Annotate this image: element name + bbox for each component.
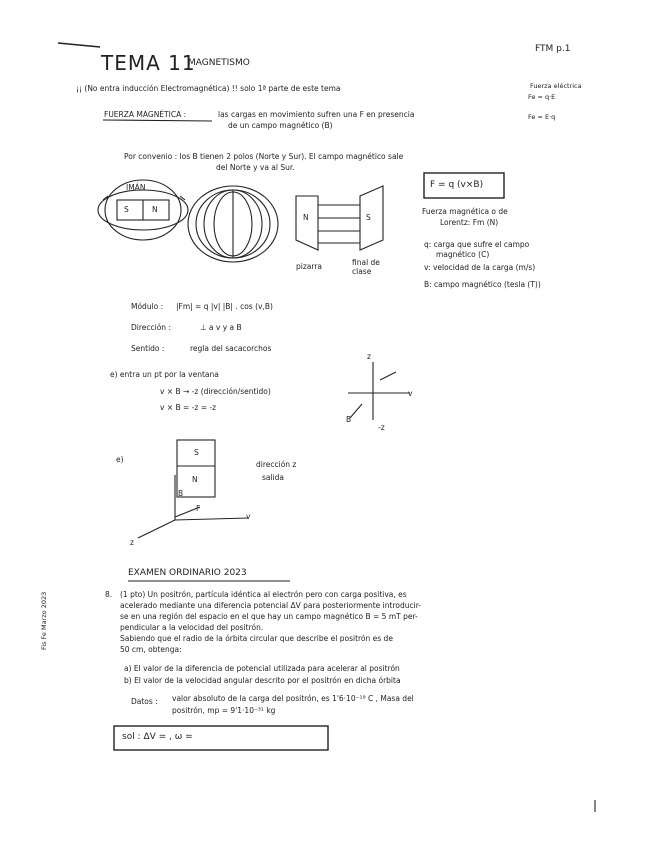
legend-q-2: magnético (C) [436, 250, 490, 259]
exam-line-4: pendicular a la velocidad del positrón. [120, 623, 264, 632]
exam-number: 8. [105, 590, 113, 599]
convenio-line-1: Por convenio : los B tienen 2 polos (Norte y Sur). El campo magnético sale [124, 152, 404, 161]
exam-line-5: Sabiendo que el radio de la órbita circular que describe el positrón es de [120, 634, 393, 643]
example2-v-label: v [246, 512, 251, 521]
exam-line-6: 50 cm, obtenga: [120, 645, 182, 654]
margin-note: Fis Fe Marzo 2023 [40, 591, 48, 650]
fuerza-label: FUERZA MAGNÉTICA : [104, 110, 187, 119]
example2-title: e) [116, 455, 124, 464]
axis-z-label: z [367, 352, 371, 361]
intro-note: ¡¡ (No entra inducción Electromagnética) !! solo 1ª parte de este tema [76, 84, 341, 93]
legend-v: v: velocidad de la carga (m/s) [424, 263, 536, 272]
pole-s-label: S [124, 205, 129, 214]
example2-note-1: dirección z [256, 460, 297, 469]
modulo-value: |Fm| = q |v| |B| . cos (v,B) [176, 302, 273, 311]
pole-n-label: N [152, 205, 158, 214]
page-title: TEMA 11 [101, 51, 196, 75]
pizarra-label: pizarra [296, 262, 323, 271]
legend-fm-2: Lorentz: Fm (N) [440, 218, 499, 227]
fuerza-line-1: las cargas en movimiento sufren una F en presencia [218, 110, 415, 119]
page-subtitle: MAGNETISMO [188, 58, 250, 68]
solution-line: sol : ΔV = , ω = [122, 732, 193, 742]
sentido-label: Sentido : [131, 344, 165, 353]
exam-line-1: (1 pto) Un positrón, partícula idéntica al electrón pero con carga positiva, es [120, 590, 407, 599]
direccion-label: Dirección : [131, 323, 171, 332]
exam-part-a: a) El valor de la diferencia de potencial utilizada para acelerar al positrón [124, 664, 400, 673]
fuerza-line-2: de un campo magnético (B) [228, 121, 333, 130]
legend-fm-1: Fuerza magnética o de [422, 207, 508, 216]
datos-line-1: valor absoluto de la carga del positrón, es 1'6·10⁻¹⁹ C , Masa del [172, 694, 414, 703]
example2-note-2: salida [262, 473, 285, 482]
convenio-line-2: del Norte y va al Sur. [216, 163, 295, 172]
final-clase-label: final de clase [352, 258, 380, 277]
example2-pole-s: S [194, 448, 199, 457]
example2-pole-n: N [192, 475, 198, 484]
modulo-label: Módulo : [131, 302, 164, 311]
axis-v-label: v [408, 389, 413, 398]
axis-minus-z-label: -z [378, 423, 385, 432]
datos-line-2: positrón, mp = 9'1·10⁻³¹ kg [172, 706, 276, 715]
axis-b-label: B [346, 415, 352, 424]
plate-n-label: N [303, 213, 309, 222]
exam-heading: EXAMEN ORDINARIO 2023 [128, 568, 247, 578]
example2-b-label: B [178, 489, 184, 498]
example2-z-label: z [130, 538, 134, 547]
page-reference: FTM p.1 [535, 44, 571, 54]
example1-line-1: v × B → -z (dirección/sentido) [160, 387, 271, 396]
legend-q-1: q: carga que sufre el campo [424, 240, 530, 249]
example1-title: e) entra un pt por la ventana [110, 370, 219, 379]
datos-label: Datos : [131, 697, 158, 706]
legend-b: B: campo magnético (tesla (T)) [424, 280, 541, 289]
exam-line-2: acelerado mediante una diferencia potencial ΔV para posteriormente introducir- [120, 601, 421, 610]
side-note-2: Fe = q·E [528, 93, 556, 101]
lorentz-formula: F = q (v×B) [430, 180, 484, 190]
side-note-3: Fe = E·q [528, 113, 556, 121]
plate-s-label: S [366, 213, 371, 222]
direccion-value: ⊥ a v y a B [200, 323, 242, 332]
exam-line-3: se en una región del espacio en el que hay un campo magnético B = 5 mT per- [120, 612, 418, 621]
sentido-value: regla del sacacorchos [190, 344, 272, 353]
iman-label: IMÁN [126, 183, 146, 192]
side-note-1: Fuerza eléctrica [530, 82, 582, 90]
example2-f-label: F [196, 504, 201, 513]
example1-line-2: v × B = -z = -z [160, 403, 217, 412]
exam-part-b: b) El valor de la velocidad angular descrito por el positrón en dicha órbita [124, 676, 401, 685]
